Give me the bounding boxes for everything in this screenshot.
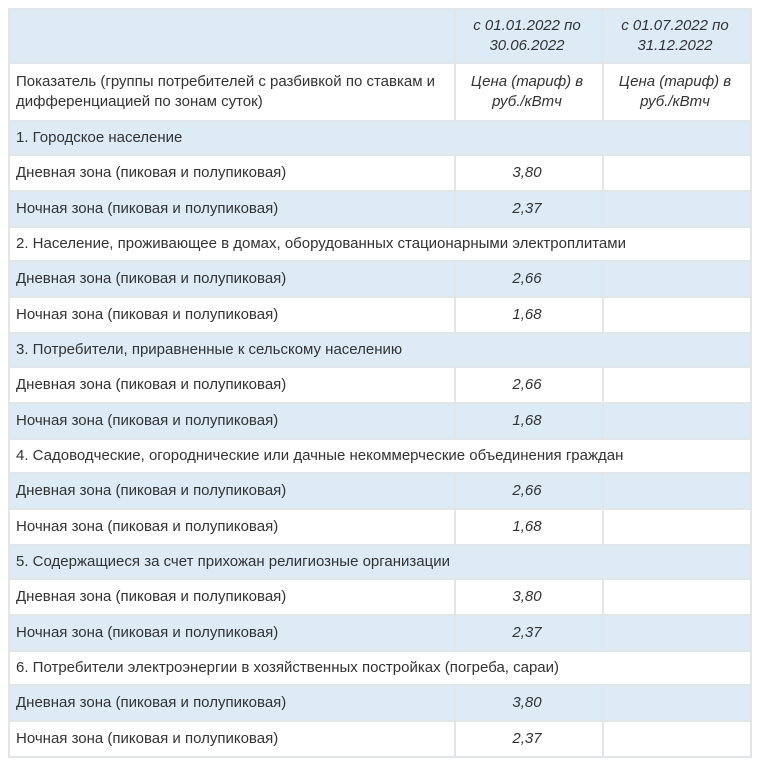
table-row: [9, 579, 751, 615]
section-header-row: [9, 121, 751, 155]
zone-label: Дневная зона (пиковая и полупиковая): [9, 579, 455, 615]
price-value-period-1: 2,37: [455, 721, 603, 757]
table-row: [9, 509, 751, 545]
price-value-period-1: 3,80: [455, 155, 603, 191]
zone-label: Ночная зона (пиковая и полупиковая): [9, 721, 455, 757]
price-value-period-1: 2,66: [455, 367, 603, 403]
price-unit-header-2: Цена (тариф) в руб./кВтч: [603, 63, 751, 121]
price-value-period-1: 1,68: [455, 509, 603, 545]
period-header-row: [9, 9, 751, 63]
table-row: [9, 297, 751, 333]
price-value-period-2: [603, 685, 751, 721]
price-value-period-2: [603, 191, 751, 227]
section-header-row: [9, 651, 751, 685]
corner-cell: [9, 9, 455, 63]
zone-label: Ночная зона (пиковая и полупиковая): [9, 509, 455, 545]
section-title: 6. Потребители электроэнергии в хозяйственных постройках (погреба, сараи): [9, 651, 751, 685]
tariff-table: [8, 8, 752, 758]
zone-label: Ночная зона (пиковая и полупиковая): [9, 403, 455, 439]
period-1-header: с 01.01.2022 по 30.06.2022: [455, 9, 603, 63]
table-row: [9, 473, 751, 509]
price-value-period-1: 1,68: [455, 297, 603, 333]
price-value-period-2: [603, 509, 751, 545]
zone-label: Дневная зона (пиковая и полупиковая): [9, 261, 455, 297]
section-header-row: [9, 227, 751, 261]
zone-label: Ночная зона (пиковая и полупиковая): [9, 297, 455, 333]
table-row: [9, 367, 751, 403]
table-row: [9, 721, 751, 757]
zone-label: Ночная зона (пиковая и полупиковая): [9, 615, 455, 651]
table-row: [9, 403, 751, 439]
zone-label: Дневная зона (пиковая и полупиковая): [9, 155, 455, 191]
table-row: [9, 261, 751, 297]
price-value-period-1: 3,80: [455, 579, 603, 615]
zone-label: Дневная зона (пиковая и полупиковая): [9, 367, 455, 403]
zone-label: Дневная зона (пиковая и полупиковая): [9, 473, 455, 509]
section-title: 5. Содержащиеся за счет прихожан религиозные организации: [9, 545, 751, 579]
table-row: [9, 615, 751, 651]
price-value-period-1: 2,66: [455, 261, 603, 297]
price-value-period-2: [603, 403, 751, 439]
price-value-period-2: [603, 261, 751, 297]
section-title: 4. Садоводческие, огороднические или дачные некоммерческие объединения граждан: [9, 439, 751, 473]
price-value-period-2: [603, 367, 751, 403]
price-value-period-2: [603, 579, 751, 615]
price-value-period-1: 3,80: [455, 685, 603, 721]
price-value-period-1: 2,37: [455, 615, 603, 651]
price-value-period-1: 2,37: [455, 191, 603, 227]
zone-label: Дневная зона (пиковая и полупиковая): [9, 685, 455, 721]
price-value-period-2: [603, 615, 751, 651]
section-title: 3. Потребители, приравненные к сельскому населению: [9, 333, 751, 367]
table-row: [9, 191, 751, 227]
section-title: 1. Городское население: [9, 121, 751, 155]
price-value-period-2: [603, 473, 751, 509]
period-2-header: с 01.07.2022 по 31.12.2022: [603, 9, 751, 63]
zone-label: Ночная зона (пиковая и полупиковая): [9, 191, 455, 227]
column-header-row: [9, 63, 751, 121]
table-row: [9, 685, 751, 721]
section-header-row: [9, 545, 751, 579]
price-value-period-2: [603, 155, 751, 191]
section-header-row: [9, 333, 751, 367]
section-title: 2. Население, проживающее в домах, оборудованных стационарными электроплитами: [9, 227, 751, 261]
price-value-period-2: [603, 297, 751, 333]
price-value-period-1: 1,68: [455, 403, 603, 439]
table-row: [9, 155, 751, 191]
price-value-period-1: 2,66: [455, 473, 603, 509]
section-header-row: [9, 439, 751, 473]
price-value-period-2: [603, 721, 751, 757]
indicator-column-header: Показатель (группы потребителей с разбивкой по ставкам и дифференциацией по зонам суток): [9, 63, 455, 121]
price-unit-header-1: Цена (тариф) в руб./кВтч: [455, 63, 603, 121]
